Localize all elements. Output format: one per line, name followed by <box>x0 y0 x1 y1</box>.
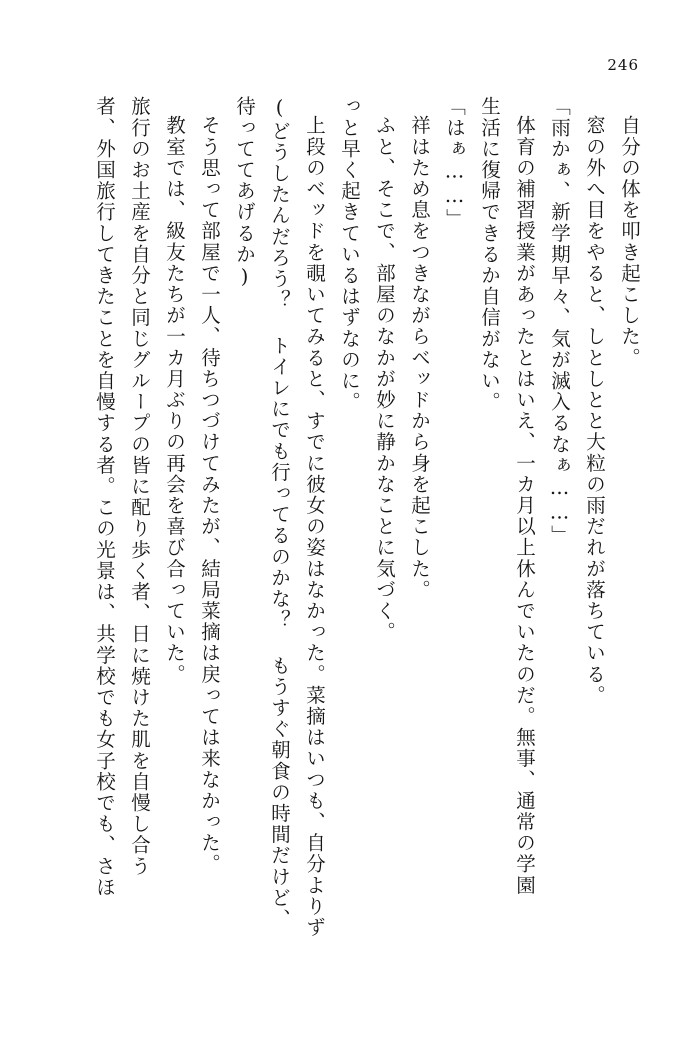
text-line: 窓の外へ目をやると、しとしとと大粒の雨だれが落ちている。 <box>583 115 606 706</box>
page-number: 246 <box>607 56 639 74</box>
text-line: そう思って部屋で一人、待ちつづけてみたが、結局菜摘は戻っては来なかった。 <box>198 115 221 875</box>
body-text-block <box>52 96 639 994</box>
text-line-with-ruby: 旅行のお土産を自分と同じグループの皆に配り歩く者、日に焼けた肌を自慢し合う <box>128 96 151 877</box>
text-line: 体育の補習授業があったとはいえ、一カ月以上休んでいたのだ。無事、通常の学園 <box>513 115 536 896</box>
text-line: 祥はため息をつきながらベッドから身を起こした。 <box>408 115 431 601</box>
text-line: 「雨かぁ、新学期早々、気が滅入るなぁ……」 <box>548 96 571 547</box>
text-line: 上段のベッドを覗いてみると、すでに彼女の姿はなかった。菜摘はいつも、自分よりず <box>303 115 326 938</box>
text-line: 教室では、級友たちが一カ月ぶりの再会を喜び合っていた。 <box>163 115 186 685</box>
text-line: ふと、そこで、部屋のなかが妙に静かなことに気づく。 <box>373 115 396 643</box>
text-line: っと早く起きているはずなのに。 <box>338 96 361 413</box>
text-line: 「はぁ……」 <box>443 96 466 230</box>
text-line: 待っててあげるか) <box>233 96 256 290</box>
text-line: 者、外国旅行してきたことを自慢する者。この光景は、共学校でも女子校でも、さほ <box>93 96 116 898</box>
text-line: (どうしたんだろう？ トイレにでも行ってるのかな？ もうすぐ朝食の時間だけど、 <box>268 96 291 930</box>
text-line: 生活に復帰できるか自信がない。 <box>478 96 501 413</box>
text-line: 自分の体を叩き起こした。 <box>618 115 641 369</box>
